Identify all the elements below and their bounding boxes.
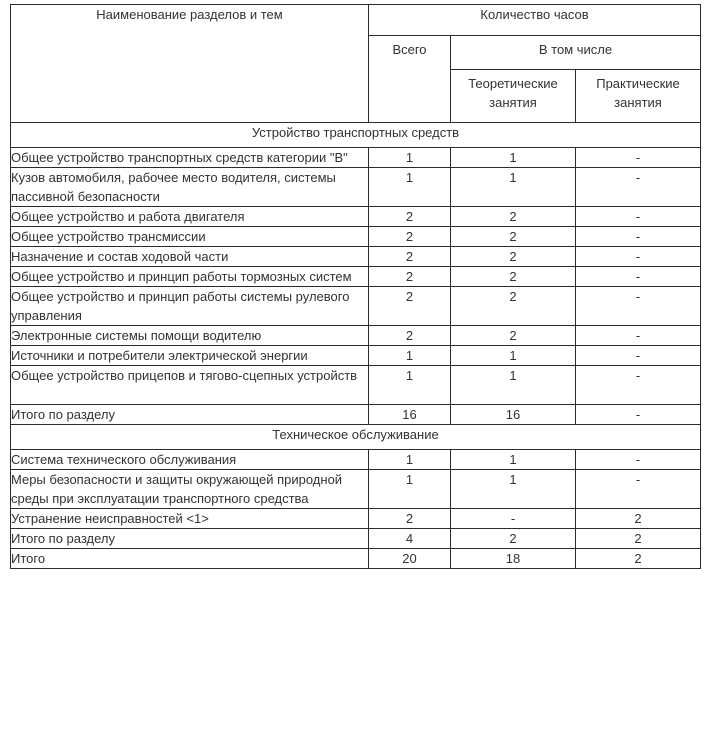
grand-total-row (11, 549, 701, 569)
table-row (11, 366, 701, 405)
header-hours: Количество часов (369, 5, 701, 36)
row-total: 2 (369, 509, 451, 529)
row-practice: - (576, 227, 701, 247)
table-row (11, 529, 701, 549)
row-theory: 1 (451, 168, 576, 207)
table-row (11, 326, 701, 346)
row-theory: 2 (451, 227, 576, 247)
row-total: 1 (369, 148, 451, 168)
row-name: Итого по разделу (11, 529, 369, 549)
grand-total-name: Итого (11, 549, 369, 569)
row-total: 1 (369, 168, 451, 207)
row-name: Источники и потребители электрической энергии (11, 346, 369, 366)
row-total: 2 (369, 326, 451, 346)
row-practice: - (576, 346, 701, 366)
row-theory: 2 (451, 207, 576, 227)
grand-total-total: 20 (369, 549, 451, 569)
row-practice: - (576, 267, 701, 287)
table-row (11, 405, 701, 425)
row-theory: 1 (451, 450, 576, 470)
row-theory: - (451, 509, 576, 529)
row-name: Устранение неисправностей <1> (11, 509, 369, 529)
grand-total-practice: 2 (576, 549, 701, 569)
row-theory: 2 (451, 529, 576, 549)
table-row (11, 287, 701, 326)
header-total: Всего (369, 36, 451, 123)
hours-table (10, 4, 701, 569)
row-name: Общее устройство и принцип работы системы рулевого управления (11, 287, 369, 326)
table-body (11, 123, 701, 569)
section-row (11, 425, 701, 450)
row-practice: - (576, 366, 701, 405)
row-total: 2 (369, 287, 451, 326)
row-total: 16 (369, 405, 451, 425)
table-row (11, 267, 701, 287)
grand-total-theory: 18 (451, 549, 576, 569)
row-total: 1 (369, 470, 451, 509)
row-theory: 1 (451, 366, 576, 405)
row-practice: - (576, 405, 701, 425)
section-row (11, 123, 701, 148)
table-row (11, 346, 701, 366)
row-name: Общее устройство и работа двигателя (11, 207, 369, 227)
header-including: В том числе (451, 36, 701, 70)
row-name: Общее устройство и принцип работы тормозных систем (11, 267, 369, 287)
row-practice: 2 (576, 509, 701, 529)
table-row (11, 227, 701, 247)
table-row (11, 207, 701, 227)
row-practice: - (576, 247, 701, 267)
row-practice: - (576, 287, 701, 326)
row-total: 1 (369, 346, 451, 366)
row-total: 1 (369, 450, 451, 470)
row-theory: 16 (451, 405, 576, 425)
row-practice: - (576, 470, 701, 509)
table-row (11, 148, 701, 168)
row-name: Назначение и состав ходовой части (11, 247, 369, 267)
row-total: 2 (369, 247, 451, 267)
row-name: Итого по разделу (11, 405, 369, 425)
table-row (11, 247, 701, 267)
row-practice: - (576, 207, 701, 227)
row-theory: 1 (451, 148, 576, 168)
row-practice: 2 (576, 529, 701, 549)
row-name: Общее устройство транспортных средств категории "B" (11, 148, 369, 168)
header-theory: Теоретические занятия (451, 70, 576, 123)
header-name-col: Наименование разделов и тем (11, 5, 369, 123)
row-total: 4 (369, 529, 451, 549)
row-practice: - (576, 168, 701, 207)
row-theory: 2 (451, 267, 576, 287)
header-practice: Практические занятия (576, 70, 701, 123)
row-total: 2 (369, 267, 451, 287)
row-name: Электронные системы помощи водителю (11, 326, 369, 346)
row-theory: 2 (451, 326, 576, 346)
section-title: Техническое обслуживание (11, 425, 701, 450)
row-practice: - (576, 450, 701, 470)
section-title: Устройство транспортных средств (11, 123, 701, 148)
row-practice: - (576, 326, 701, 346)
row-name: Система технического обслуживания (11, 450, 369, 470)
row-total: 1 (369, 366, 451, 405)
table-row (11, 509, 701, 529)
row-theory: 1 (451, 470, 576, 509)
row-total: 2 (369, 227, 451, 247)
table-row (11, 168, 701, 207)
row-theory: 1 (451, 346, 576, 366)
row-practice: - (576, 148, 701, 168)
row-theory: 2 (451, 287, 576, 326)
row-name: Общее устройство трансмиссии (11, 227, 369, 247)
row-name: Меры безопасности и защиты окружающей природной среды при эксплуатации транспортного средства (11, 470, 369, 509)
table-row (11, 450, 701, 470)
table-row (11, 470, 701, 509)
row-name: Кузов автомобиля, рабочее место водителя, системы пассивной безопасности (11, 168, 369, 207)
row-theory: 2 (451, 247, 576, 267)
row-total: 2 (369, 207, 451, 227)
row-name: Общее устройство прицепов и тягово-сцепных устройств (11, 366, 369, 405)
